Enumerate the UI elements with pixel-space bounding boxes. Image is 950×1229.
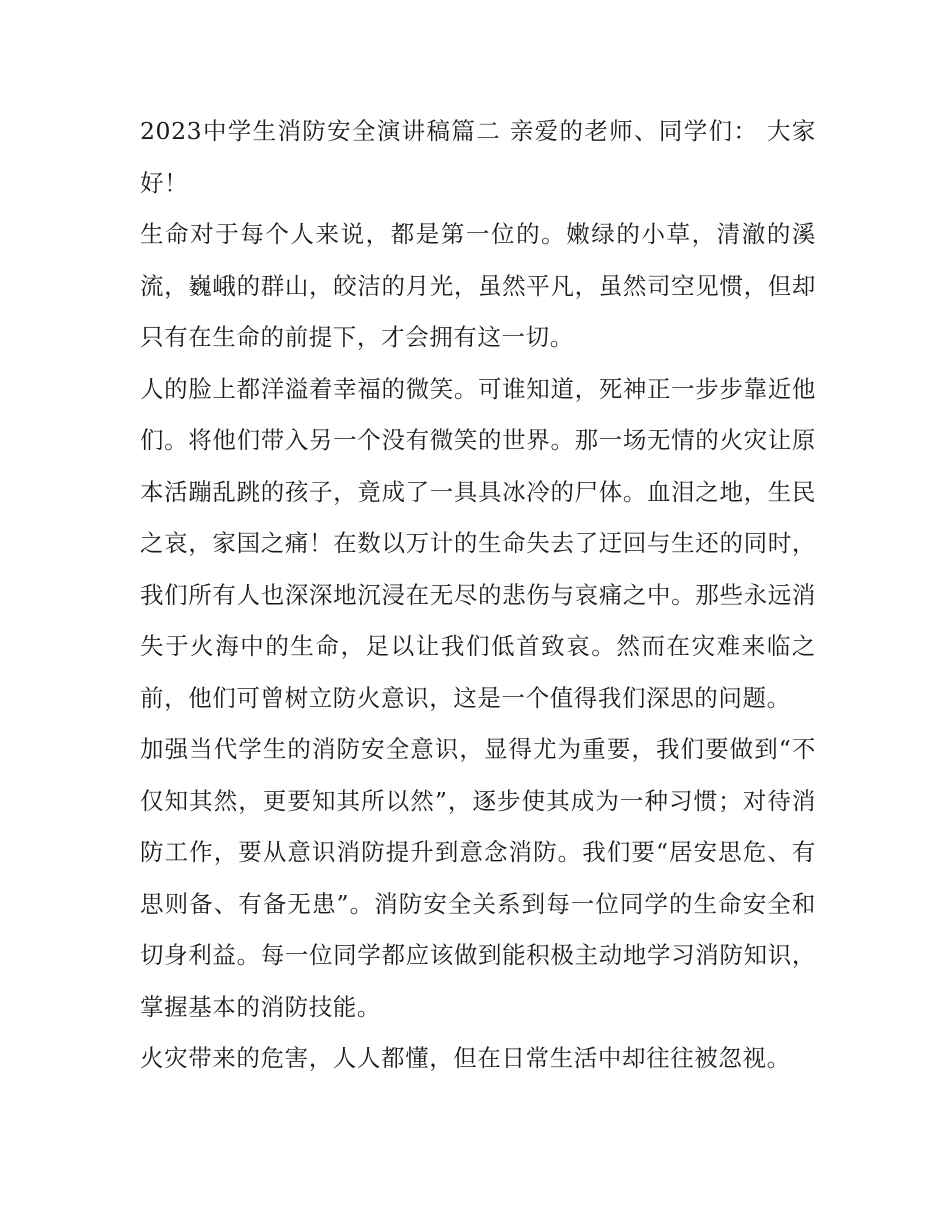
- body-paragraph: 加强当代学生的消防安全意识，显得尤为重要，我们要做到“不仅知其然，更要知其所以然”，逐步使其成为一种习惯；对待消防工作，要从意识消防提升到意念消防。我们要“居安思危、有思则备、有备无患”。消防安全关系到每一位同学的生命安全和切身利益。每一位同学都应该做到能积极主动地学习消防知识，掌握基本的消防技能。: [140, 735, 816, 1021]
- title-paragraph: 2023中学生消防安全演讲稿篇二 亲爱的老师、同学们： 大家好！: [140, 117, 816, 197]
- body-paragraph: 生命对于每个人来说，都是第一位的。嫩绿的小草，清澈的溪流，巍峨的群山，皎洁的月光，虽然平凡，虽然司空见惯，但却只有在生命的前提下，才会拥有这一切。: [140, 220, 816, 351]
- body-paragraph: 火灾带来的危害，人人都懂，但在日常生活中却往往被忽视。: [140, 1044, 791, 1072]
- document-page: [140, 106, 816, 1085]
- body-paragraph: 人的脸上都洋溢着幸福的微笑。可谁知道，死神正一步步靠近他们。将他们带入另一个没有微笑的世界。那一场无情的火灾让原本活蹦乱跳的孩子，竟成了一具具冰冷的尸体。血泪之地，生民之哀，家国之痛！在数以万计的生命失去了迂回与生还的同时，我们所有人也深深地沉浸在无尽的悲伤与哀痛之中。那些永远消失于火海中的生命，足以让我们低首致哀。然而在灾难来临之前，他们可曾树立防火意识，这是一个值得我们深思的问题。: [140, 374, 816, 712]
